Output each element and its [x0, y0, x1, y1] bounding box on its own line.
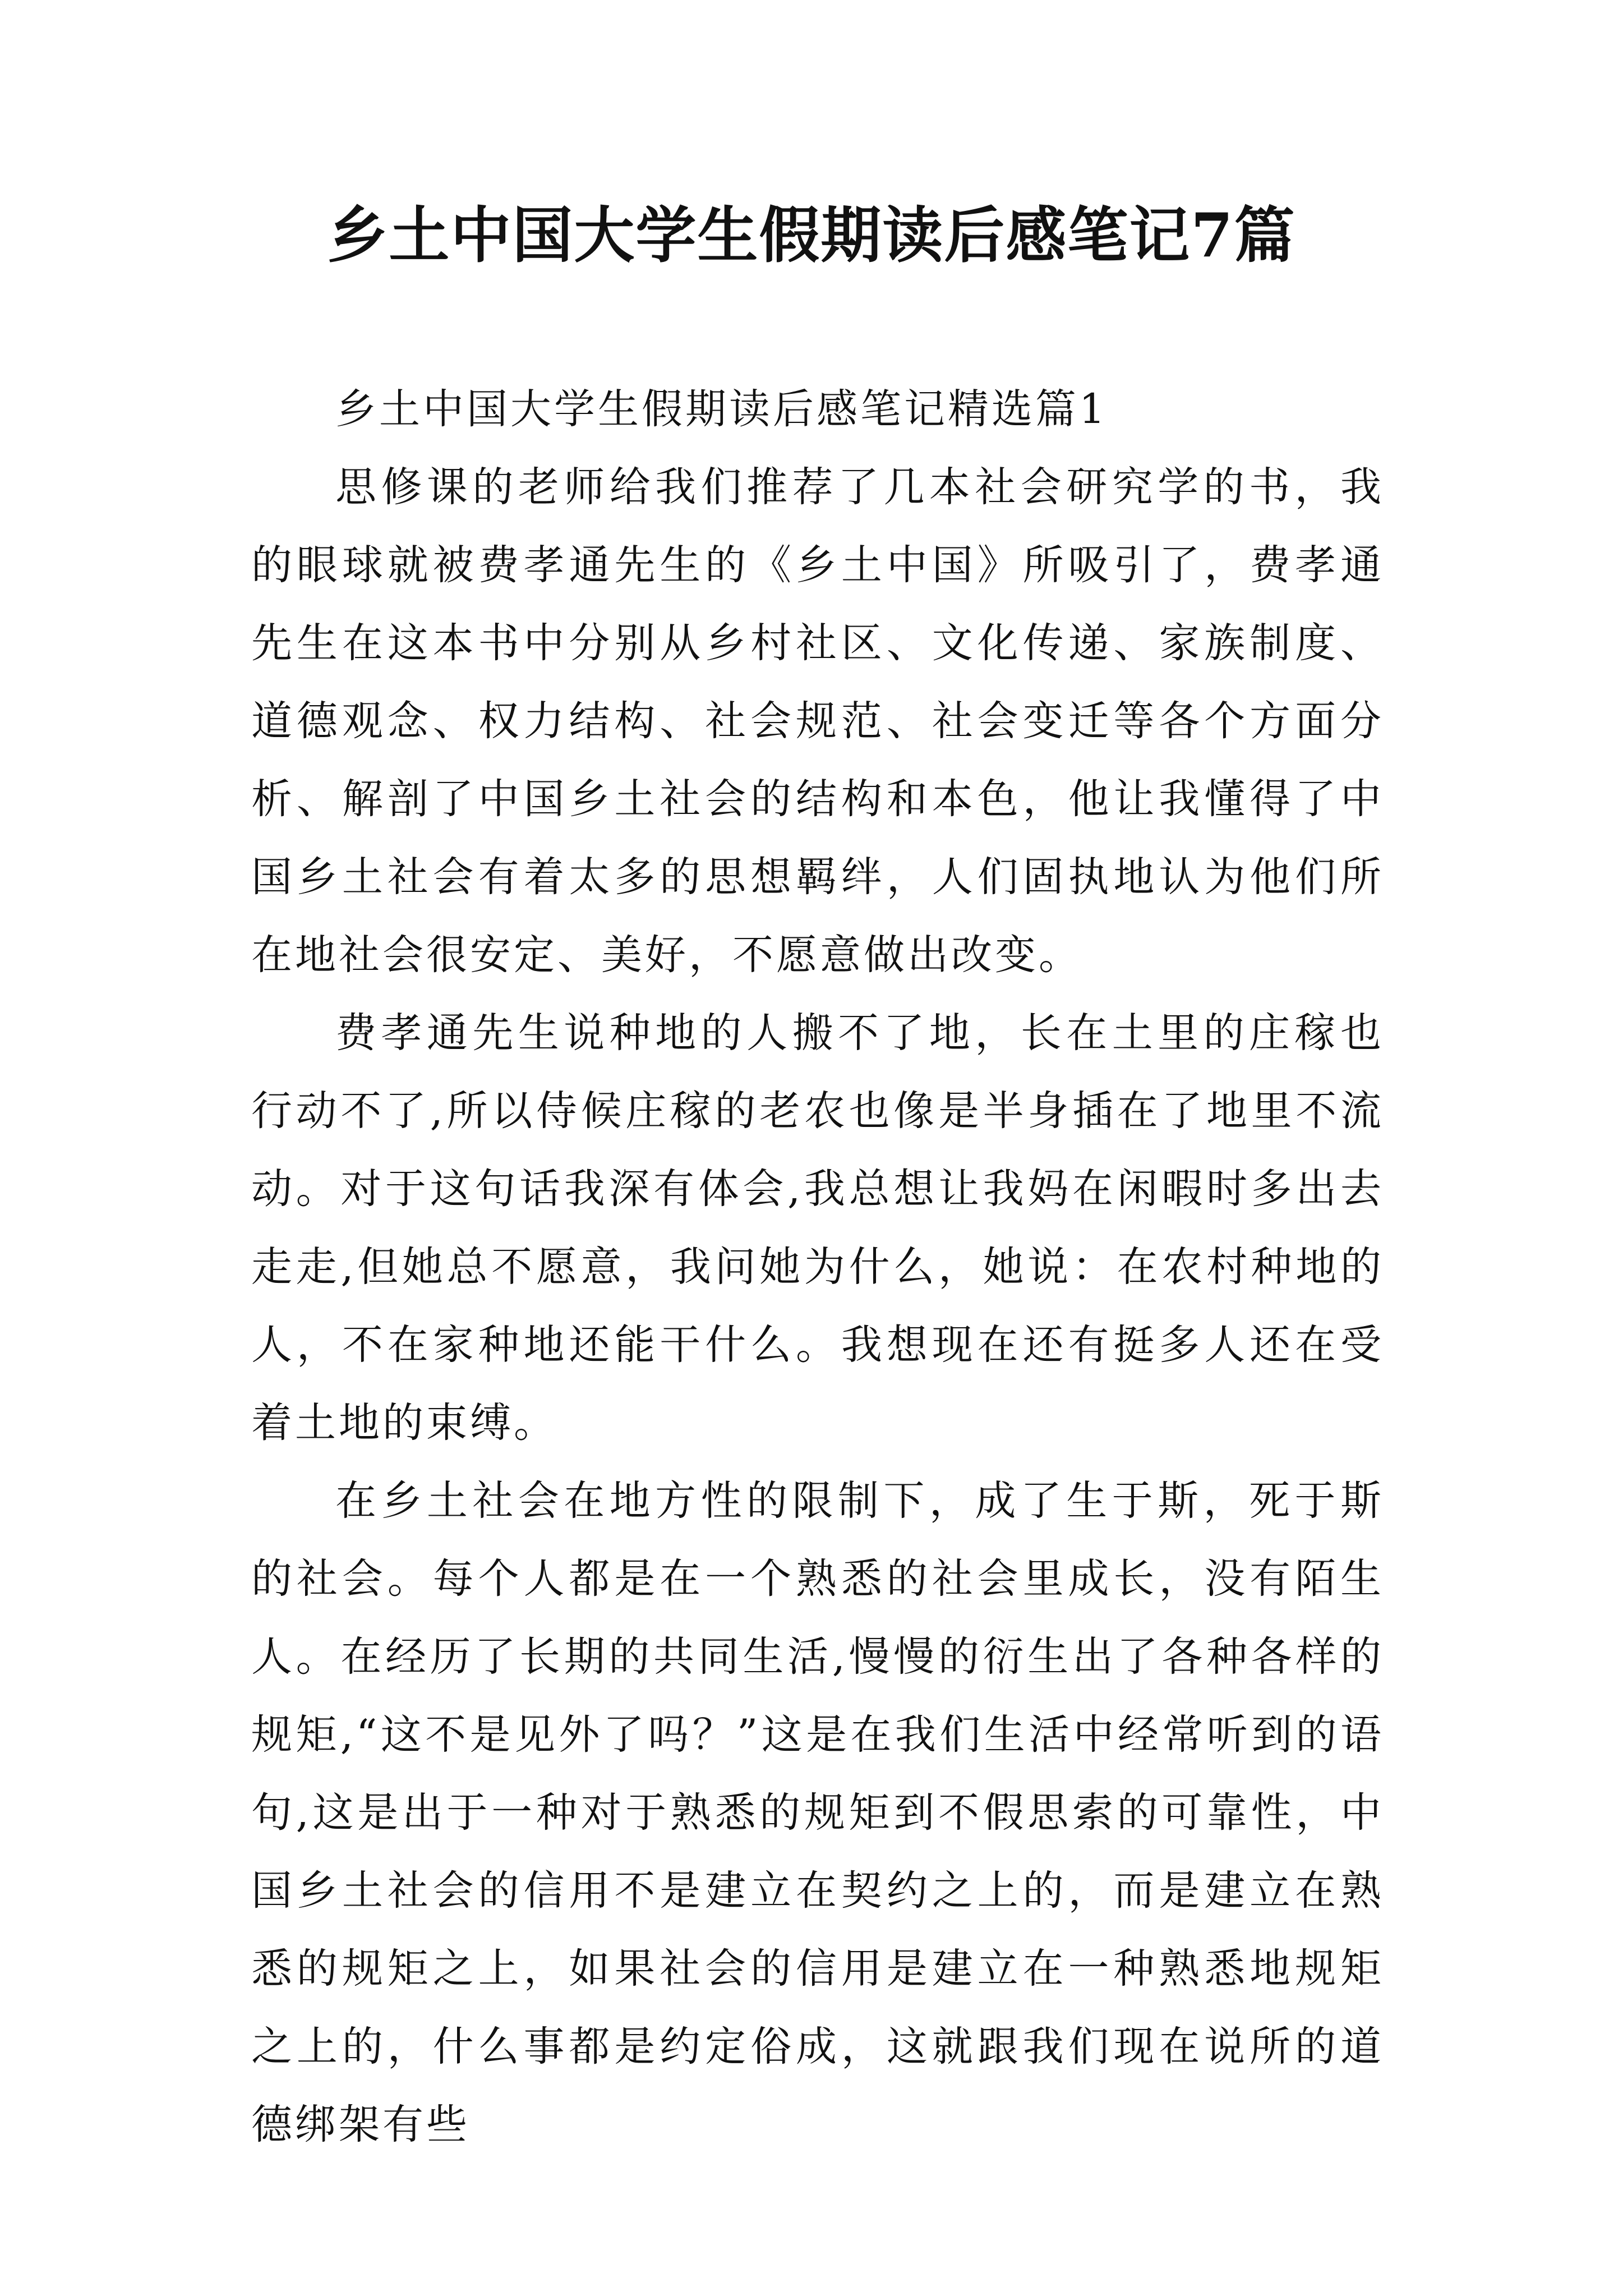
section-heading: 乡土中国大学生假期读后感笔记精选篇1	[335, 385, 1108, 433]
paragraph: 在乡土社会在地方性的限制下，成了生于斯，死于斯的社会。每个人都是在一个熟悉的社会里成长，没有陌生人。在经历了长期的共同生活,慢慢的衍生出了各种各样的规矩,“这不是见外了吗？”这是在我们生活中经常听到的语句,这是出于一种对于熟悉的规矩到不假思索的可靠性，中国乡土社会的信用不是建立在契约之上的，而是建立在熟悉的规矩之上，如果社会的信用是建立在一种熟悉地规矩之上的，什么事都是约定俗成，这就跟我们现在说所的道德绑架有些	[251, 1477, 1384, 2148]
document-title: 乡土中国大学生假期读后感笔记7篇	[327, 200, 1296, 271]
paragraph: 思修课的老师给我们推荐了几本社会研究学的书，我的眼球就被费孝通先生的《乡土中国》所吸引了，费孝通先生在这本书中分别从乡村社区、文化传递、家族制度、道德观念、权力结构、社会规范、社会变迁等各个方面分析、解剖了中国乡土社会的结构和本色，他让我懂得了中国乡土社会有着太多的思想羁绊，人们固执地认为他们所在地社会很安定、美好，不愿意做出改变。	[251, 463, 1384, 979]
document-body	[251, 370, 1384, 2164]
paragraph: 费孝通先生说种地的人搬不了地，长在土里的庄稼也行动不了,所以侍候庄稼的老农也像是半身插在了地里不流动。对于这句话我深有体会,我总想让我妈在闲暇时多出去走走,但她总不愿意，我问她为什么，她说：在农村种地的人，不在家种地还能干什么。我想现在还有挺多人还在受着土地的束缚。	[251, 1009, 1384, 1447]
